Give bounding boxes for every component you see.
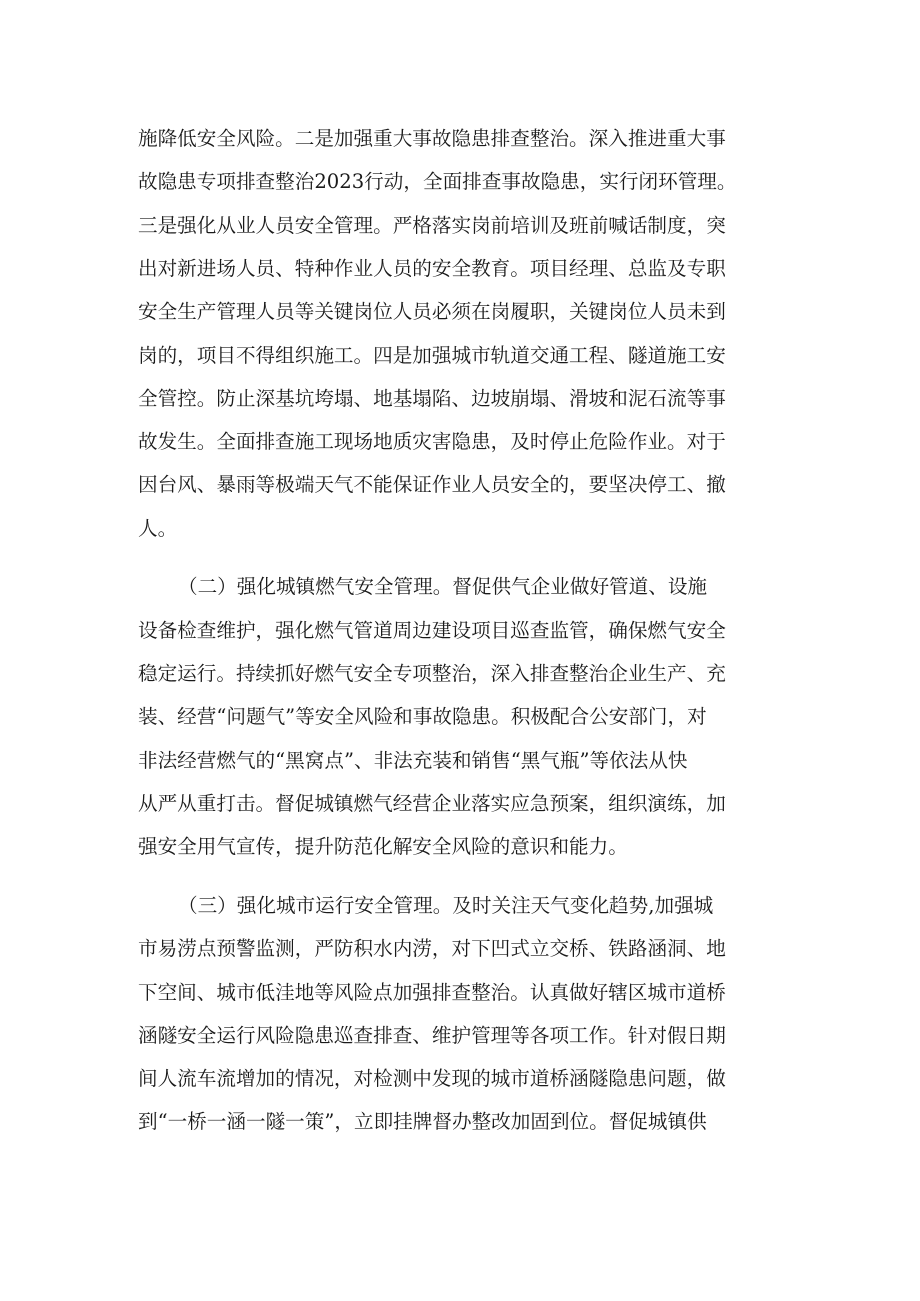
line-text: 施降低安全风险。二是加强重大事故隐患排查整治。深入推进重大事 <box>138 127 726 150</box>
body-text-line <box>0 931 920 967</box>
body-text-line <box>0 121 920 157</box>
body-text-line <box>0 208 920 244</box>
body-text-line <box>0 467 920 503</box>
paragraph-start-text: （三）强化城市运行安全管理。及时关注天气变化趋势,加强城 <box>178 894 714 917</box>
body-text-line <box>0 1104 920 1140</box>
line-text: 三是强化从业人员安全管理。严格落实岗前培训及班前喊话制度，突 <box>138 214 726 237</box>
line-text: 因台风、暴雨等极端天气不能保证作业人员安全的，要坚决停工、撤 <box>138 473 726 496</box>
line-text: 出对新进场人员、特种作业人员的安全教育。项目经理、总监及专职 <box>138 257 726 280</box>
body-text-line <box>0 569 920 605</box>
line-text: 涵隧安全运行风险隐患巡查排查、维护管理等各项工作。针对假日期 <box>138 1024 726 1047</box>
body-text-line <box>0 786 920 822</box>
line-text: 安全生产管理人员等关键岗位人员必须在岗履职，关键岗位人员未到 <box>138 300 726 323</box>
line-text: 强安全用气宣传，提升防范化解安全风险的意识和能力。 <box>138 835 628 858</box>
body-text-line <box>0 251 920 287</box>
body-text-line <box>0 424 920 460</box>
body-text-line <box>0 829 920 865</box>
line-text: 故发生。全面排查施工现场地质灾害隐患，及时停止危险作业。对于 <box>138 430 726 453</box>
line-text: 到“一桥一涵一隧一策”，立即挂牌督办整改加固到位。督促城镇供 <box>138 1110 707 1133</box>
line-text: 从严从重打击。督促城镇燃气经营企业落实应急预案，组织演练，加 <box>138 792 726 815</box>
line-text: 间人流车流增加的情况，对检测中发现的城市道桥涵隧隐患问题，做 <box>138 1067 726 1090</box>
line-text: 市易涝点预警监测，严防积水内涝，对下凹式立交桥、铁路涵洞、地 <box>138 937 726 960</box>
body-text-line <box>0 164 920 200</box>
body-text-line <box>0 656 920 692</box>
line-text: 非法经营燃气的“黑窝点”、非法充装和销售“黑气瓶”等依法从快 <box>138 749 688 772</box>
body-text-line <box>0 381 920 417</box>
body-text-line <box>0 1061 920 1097</box>
body-text-line <box>0 613 920 649</box>
body-text-line <box>0 975 920 1011</box>
line-text: 岗的，项目不得组织施工。四是加强城市轨道交通工程、隧道施工安 <box>138 344 726 367</box>
line-text: 下空间、城市低洼地等风险点加强排查整治。认真做好辖区城市道桥 <box>138 981 726 1004</box>
line-text: 人。 <box>138 517 178 540</box>
line-text: 装、经营“问题气”等安全风险和事故隐患。积极配合公安部门，对 <box>138 705 707 728</box>
line-text: 故隐患专项排查整治2023行动，全面排查事故隐患，实行闭环管理。 <box>138 170 737 193</box>
body-text-line <box>0 1018 920 1054</box>
body-text-line <box>0 294 920 330</box>
body-text-line <box>0 338 920 374</box>
line-text: 稳定运行。持续抓好燃气安全专项整治，深入排查整治企业生产、充 <box>138 662 726 685</box>
body-text-line <box>0 511 920 547</box>
line-text: 全管控。防止深基坑垮塌、地基塌陷、边坡崩塌、滑坡和泥石流等事 <box>138 387 726 410</box>
body-text-line <box>0 699 920 735</box>
line-text: 设备检查维护，强化燃气管道周边建设项目巡查监管，确保燃气安全 <box>138 619 726 642</box>
paragraph-start-text: （二）强化城镇燃气安全管理。督促供气企业做好管道、设施 <box>178 575 708 598</box>
body-text-line <box>0 743 920 779</box>
body-text-line <box>0 888 920 924</box>
